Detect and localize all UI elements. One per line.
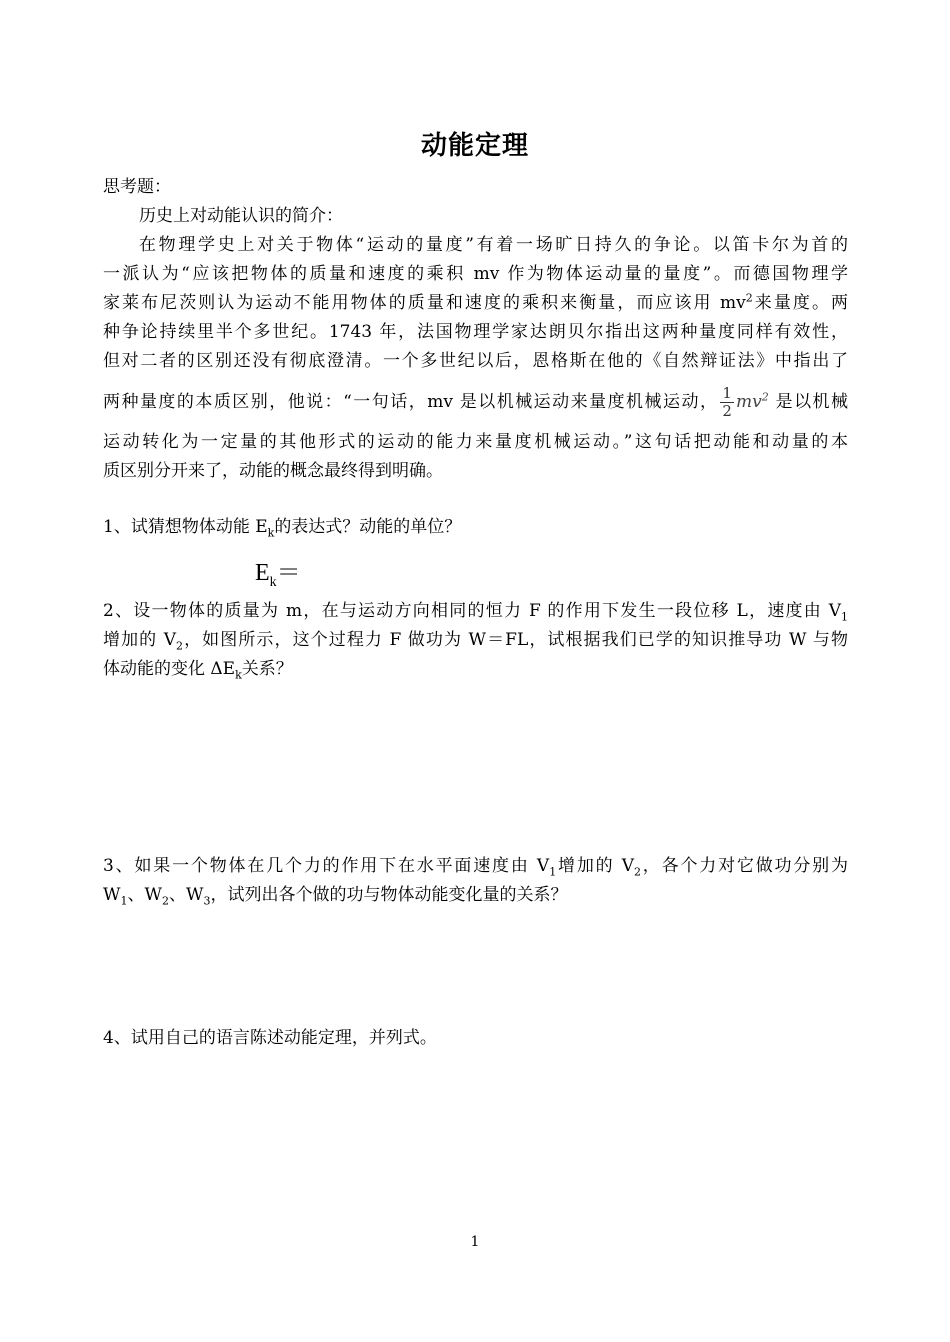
question-1: 1、试猜想物体动能 $E_k$的表达式？动能的单位？ (103, 517, 462, 540)
question-2 (103, 597, 848, 684)
mv-squared: $mv^2$ (735, 390, 769, 412)
history-line-7: 运动转化为一定量的其他形式的运动的能力来量度机械运动。”这句话把动能和动量的本 (103, 432, 848, 452)
history-line-4: 种争论持续里半个多世纪。1743 年，法国物理学家达朗贝尔指出这两种量度同样有效性， (103, 322, 848, 342)
page-number: 1 (470, 1234, 480, 1250)
ek-formula: $E_k=$ (255, 560, 301, 590)
history-line-8: 质区别分开来了，动能的概念最终得到明确。 (103, 461, 443, 481)
question-3 (103, 852, 848, 910)
intro-heading: 历史上对动能认识的简介： (139, 206, 343, 226)
question-2-line-3: 体动能的变化 $\Delta E_k$关系？ (103, 659, 293, 682)
question-3-line-2: $W_1$、$W_2$、$W_3$，试列出各个做的功与物体动能变化量的关系？ (103, 885, 568, 908)
history-line-5: 但对二者的区别还没有彻底澄清。一个多世纪以后，恩格斯在他的《自然辩证法》中指出了 (103, 351, 848, 371)
one-half-fraction: $\frac{1}{2}$ (722, 384, 732, 420)
question-3-line-1: 3、如果一个物体在几个力的作用下在水平面速度由 $V_1$增加的 $V_2$，各个力对它做功分别为 (103, 856, 849, 879)
question-2-line-1: 2、设一物体的质量为 m，在与运动方向相同的恒力 F 的作用下发生一段位移 L，速度由 $V_1$ (103, 601, 848, 624)
page-title: 动能定理 (420, 131, 529, 161)
question-2-line-2: 增加的 $V_2$，如图所示，这个过程力 F 做功为 W＝FL，试根据我们已学的知识推导功 W 与物 (103, 630, 848, 653)
history-line-3: 家莱布尼茨则认为运动不能用物体的质量和速度的乘积来衡量，而应该用 $mv^2$来量度。两 (103, 291, 848, 313)
question-4: 4、试用自己的语言陈述动能定理，并列式。 (103, 1028, 437, 1048)
history-line-2: 一派认为“应该把物体的质量和速度的乘积 mv 作为物体运动量的量度”。而德国物理学 (103, 264, 848, 284)
history-line-6: 两种量度的本质区别，他说：“一句话，mv 是以机械运动来量度机械运动， $\frac{1}{2}$ $mv^2$ 是以机械 (103, 384, 849, 420)
history-line-1: 在物理学史上对关于物体“运动的量度”有着一场旷日持久的争论。以笛卡尔为首的 (139, 235, 848, 255)
history-paragraph (103, 231, 848, 486)
section-heading: 思考题： (103, 177, 171, 197)
